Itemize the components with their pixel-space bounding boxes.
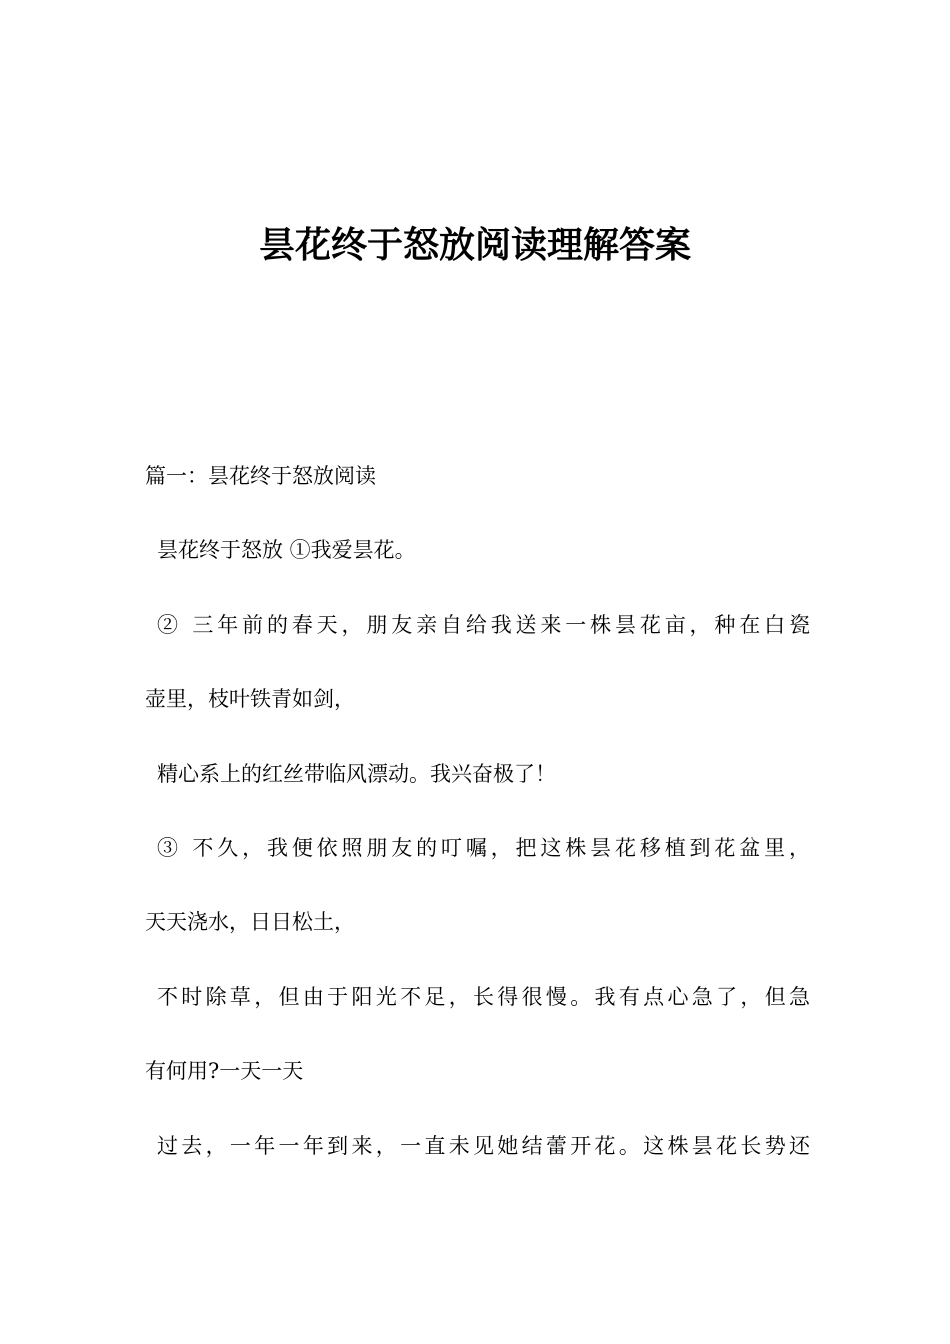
document-body (145, 452, 810, 1196)
paragraph-line: 有何用?一天一天 (145, 1059, 304, 1084)
paragraph-line: 篇一：昙花终于怒放阅读 (145, 464, 376, 488)
paragraph-line: 壶里，枝叶铁青如剑， (145, 687, 355, 712)
paragraph-line: 精心系上的红丝带临风漂动。我兴奋极了！ (157, 761, 556, 786)
paragraph-line: ③ 不久，我便依照朋友的叮嘱，把这株昙花移植到花盆里， (157, 835, 810, 860)
paragraph-line: 昙花终于怒放 ①我爱昙花。 (157, 538, 416, 563)
paragraph-line: 过去，一年一年到来，一直未见她结蕾开花。这株昙花长势还 (157, 1133, 810, 1158)
document-title: 昙花终于怒放阅读理解答案 (258, 225, 691, 266)
paragraph-line: 天天浇水，日日松土， (145, 910, 355, 935)
paragraph-line: 不时除草，但由于阳光不足，长得很慢。我有点心急了，但急 (157, 984, 810, 1009)
paragraph-line: ② 三年前的春天，朋友亲自给我送来一株昙花亩，种在白瓷 (157, 612, 810, 637)
